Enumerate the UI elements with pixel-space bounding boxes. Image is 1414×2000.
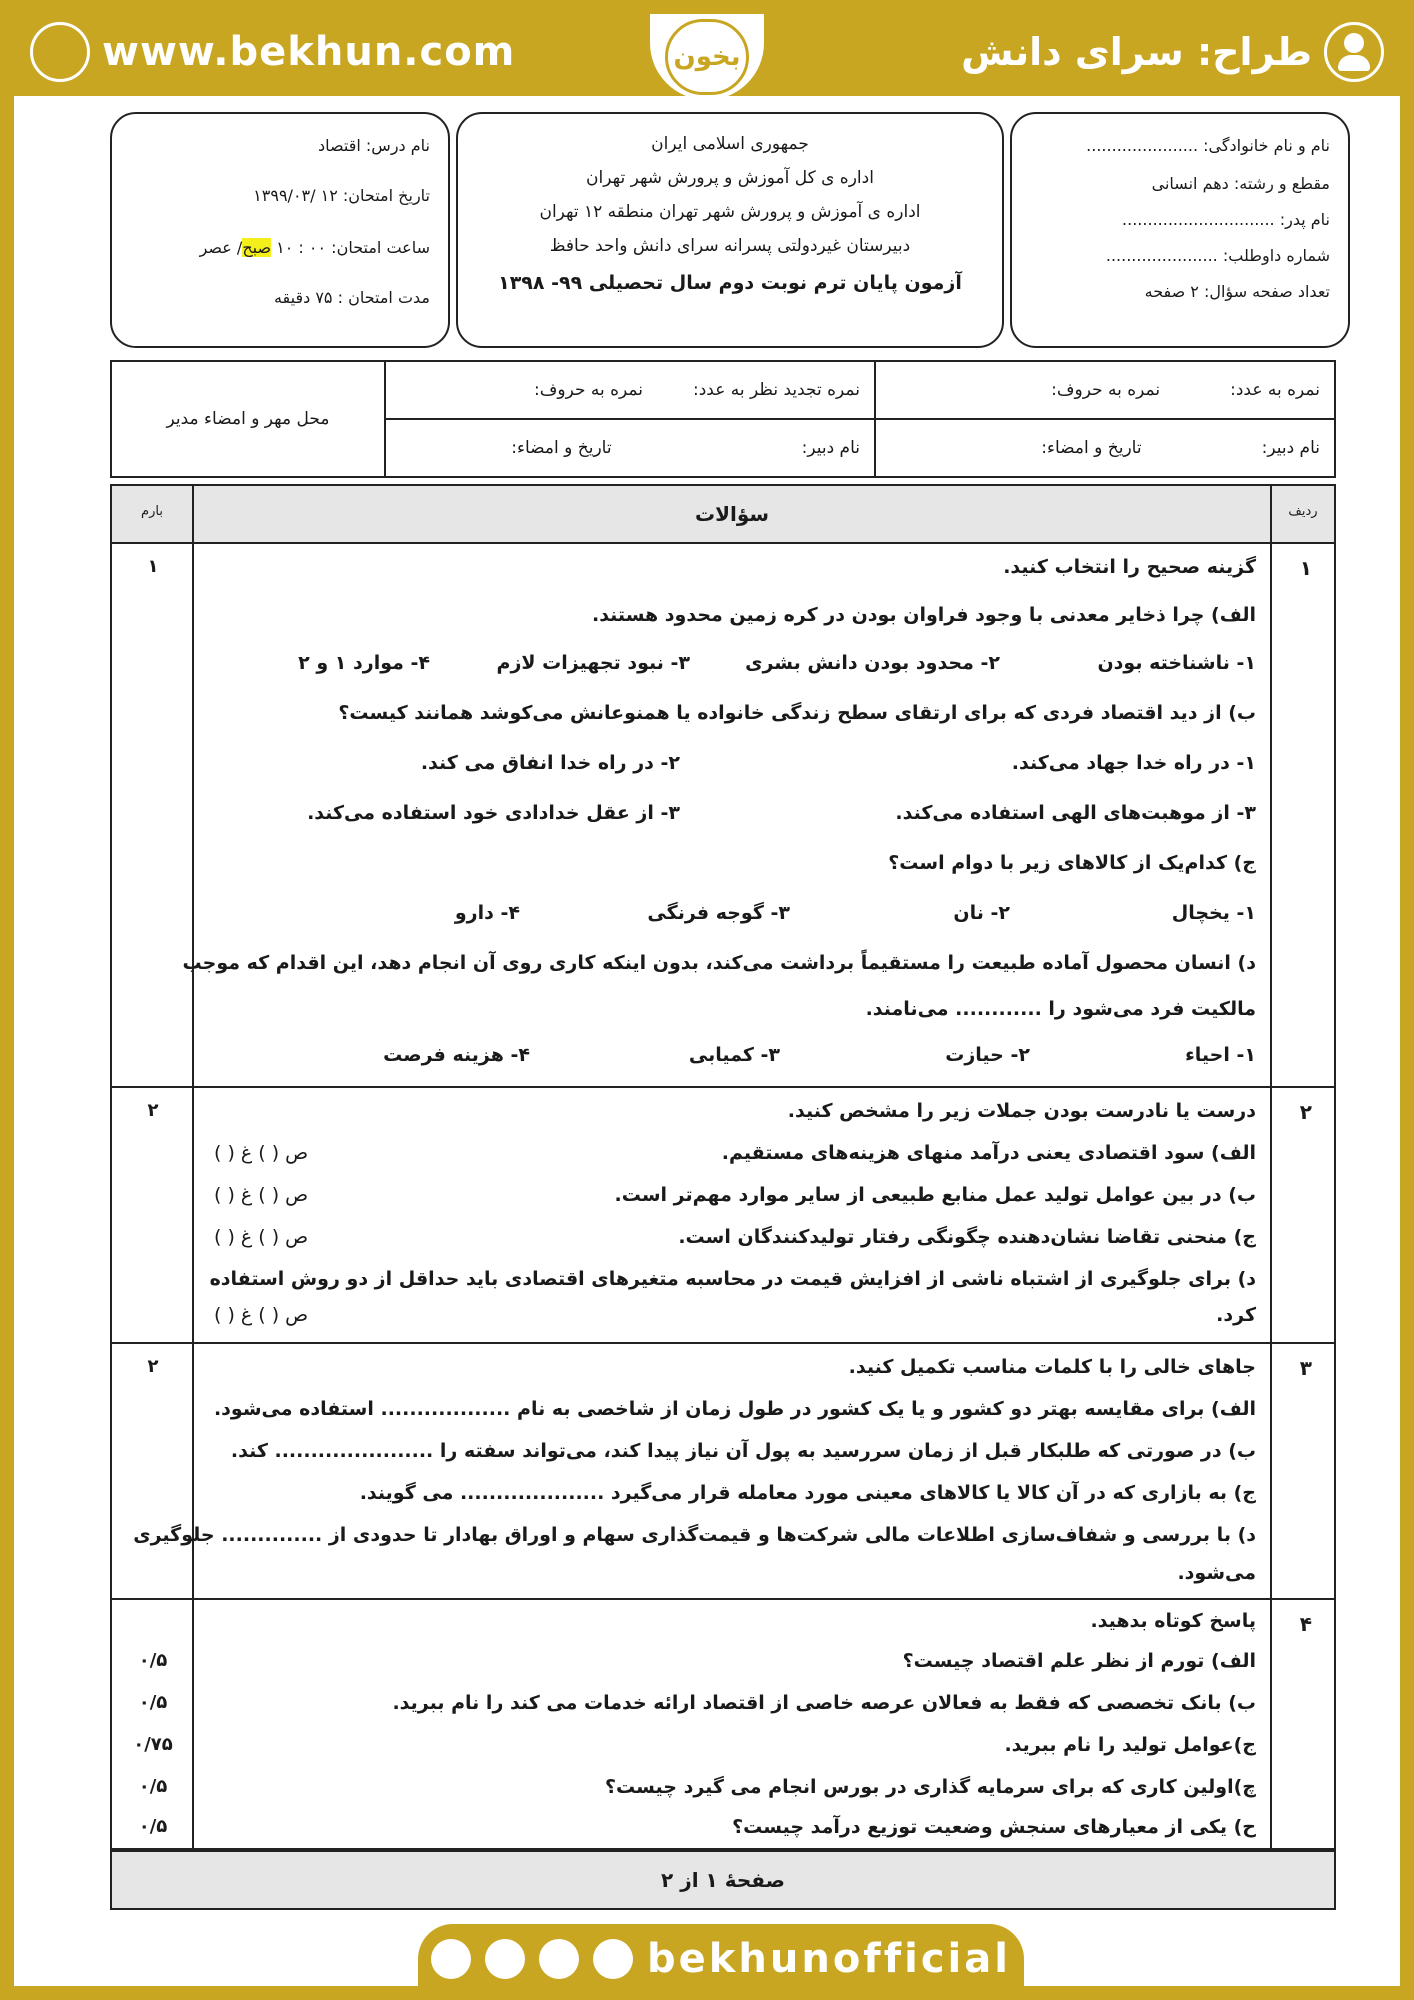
q1-d-opt4: ۴- هزینه فرصت (383, 1044, 530, 1066)
questions-header (110, 484, 1336, 544)
q1-d-opt3: ۳- کمیابی (688, 1044, 780, 1066)
question-2 (110, 1088, 1336, 1344)
question-score: ۲ (147, 1100, 159, 1121)
q4-e-score: ۰/۵ (138, 1816, 168, 1837)
question-number: ۳ (1299, 1356, 1312, 1380)
question-number: ۴ (1299, 1612, 1312, 1636)
exam-title: آزمون پایان ترم نوبت دوم سال تحصیلی ۹۹- ۱۳۹۸ (498, 272, 962, 294)
q3-b: ب) در صورتی که طلبکار قبل از زمان سررسید به پول آن نیاز پیدا کند، می‌تواند سفته را ...................... کند. (230, 1440, 1256, 1462)
page-number: صفحۀ ۱ از ۲ (110, 1850, 1336, 1910)
q4-c-score: ۰/۷۵ (133, 1734, 173, 1755)
q1-a-opt2: ۲- محدود بودن دانش بشری (745, 652, 1000, 674)
q2-c: ج) منحنی تقاضا نشان‌دهنده چگونگی رفتار تولیدکنندگان است. (678, 1226, 1256, 1248)
true-false-box[interactable]: ص ( ) غ ( ) (214, 1142, 309, 1164)
true-false-box[interactable]: ص ( ) غ ( ) (214, 1226, 309, 1248)
q1-c-opt1: ۱- یخچال (1171, 902, 1256, 924)
exam-date: تاریخ امتحان: ۱۲ /۱۳۹۹/۰۳ (253, 186, 430, 205)
youtube-icon[interactable] (485, 1939, 525, 1979)
q2-b: ب) در بین عوامل تولید عمل منابع طبیعی از سایر موارد مهم‌تر است. (614, 1184, 1256, 1206)
row-header: ردیف (1288, 504, 1318, 519)
exam-page (14, 14, 1400, 1986)
q1-a-opt1: ۱- ناشناخته بودن (1097, 652, 1256, 674)
question-title: پاسخ کوتاه بدهید. (1090, 1610, 1256, 1632)
q1-a: الف) چرا ذخایر معدنی با وجود فراوان بودن در کره زمین محدود هستند. (591, 604, 1256, 626)
q4-d-score: ۰/۵ (138, 1776, 168, 1797)
question-3 (110, 1344, 1336, 1600)
question-title: درست یا نادرست بودن جملات زیر را مشخص کنید. (787, 1100, 1256, 1122)
q1-c: ج) کدام‌یک از کالاهای زیر با دوام است؟ (888, 852, 1256, 874)
q1-d-opt1: ۱- احیاء (1185, 1044, 1256, 1066)
globe-icon (30, 22, 90, 82)
question-score: ۲ (147, 1356, 159, 1377)
q4-a-score: ۰/۵ (138, 1650, 168, 1671)
question-4 (110, 1600, 1336, 1850)
q3-a: الف) برای مقایسه بهتر دو کشور و یا یک کشور در طول زمان از شاخصی به نام .................. استفاده می‌شود. (213, 1398, 1256, 1420)
question-title: گزینه صحیح را انتخاب کنید. (1003, 556, 1256, 578)
instagram-icon[interactable] (593, 1939, 633, 1979)
candidate-number: شماره داوطلب: ...................... (1105, 246, 1330, 265)
review-grade-cell: نمره تجدید نظر به عدد:نمره به حروف: (385, 361, 875, 419)
student-name: نام و نام خانوادگی: ...................... (1086, 136, 1330, 155)
school-name: دبیرستان غیردولتی پسرانه سرای دانش واحد حافظ (549, 236, 911, 256)
q3-d: د) با بررسی و شفاف‌سازی اطلاعات مالی شرکت‌ها و قیمت‌گذاری سهام و اوراق بهادار تا حدودی از .............. جلوگیری (133, 1524, 1256, 1546)
q1-b: ب) از دید اقتصاد فردی که برای ارتقای سطح زندگی خانواده یا همنوعانش می‌کوشد همانند کیست؟ (338, 702, 1256, 724)
student-info-box (1010, 112, 1350, 348)
social-handle[interactable]: bekhunofficial (647, 1936, 1011, 1982)
education-office: اداره ی کل آموزش و پرورش شهر تهران (586, 168, 874, 188)
user-icon (1324, 22, 1384, 82)
site-link[interactable] (30, 24, 515, 80)
q1-b-opt2: ۲- در راه خدا انفاق می کند. (420, 752, 680, 774)
true-false-box[interactable]: ص ( ) غ ( ) (214, 1184, 309, 1206)
q1-d-opt2: ۲- حیازت (945, 1044, 1030, 1066)
grades-table (110, 360, 1336, 478)
q4-b: ب) بانک تخصصی که فقط به فعالان عرصه خاصی از اقتصاد ارائه خدمات می کند را نام ببرید. (392, 1692, 1256, 1714)
question-title: جاهای خالی را با کلمات مناسب تکمیل کنید. (848, 1356, 1256, 1378)
questions-title: سؤالات (694, 502, 770, 526)
aparat-icon[interactable] (431, 1939, 471, 1979)
q2-a: الف) سود اقتصادی یعنی درآمد منهای هزینه‌های مستقیم. (721, 1142, 1256, 1164)
subject-name: نام درس: اقتصاد (318, 136, 430, 155)
country-title: جمهوری اسلامی ایران (651, 134, 809, 154)
social-bar[interactable] (418, 1924, 1024, 1994)
q4-b-score: ۰/۵ (138, 1692, 168, 1713)
review-teacher-cell: نام دبیر:تاریخ و امضاء: (385, 419, 875, 477)
question-number: ۱ (1299, 556, 1312, 580)
score-header: بارم (141, 504, 163, 519)
question-score: ۱ (147, 556, 159, 577)
page-count: تعداد صفحه سؤال: ۲ صفحه (1144, 282, 1330, 301)
site-url[interactable]: www.bekhun.com (102, 29, 516, 75)
telegram-icon[interactable] (539, 1939, 579, 1979)
district-office: اداره ی آموزش و پرورش شهر تهران منطقه ۱۲ تهران (539, 202, 921, 222)
q2-d: د) برای جلوگیری از اشتباه ناشی از افزایش قیمت در محاسبه متغیرهای اقتصادی باید حداقل از دو روش استفاده (209, 1268, 1256, 1290)
q1-d-cont: مالکیت فرد می‌شود را ............ می‌نامند. (865, 998, 1256, 1020)
q1-a-opt3: ۳- نبود تجهیزات لازم (496, 652, 690, 674)
exam-duration: مدت امتحان : ۷۵ دقیقه (273, 288, 430, 307)
q1-d: د) انسان محصول آماده طبیعت را مستقیماً برداشت می‌کند، بدون اینکه کاری روی آن انجام دهد، این اقدام که موجب (182, 952, 1256, 974)
principal-seal: محل مهر و امضاء مدیر (111, 361, 385, 477)
q1-b-opt3: ۳- از موهبت‌های الهی استفاده می‌کند. (895, 802, 1256, 824)
bekhun-logo: بخون (665, 19, 749, 95)
student-grade: مقطع و رشته: دهم انسانی (1151, 174, 1330, 193)
exam-time: ساعت امتحان: ۰۰ : ۱۰ صبح/ عصر (199, 238, 430, 257)
school-info-box (456, 112, 1004, 348)
q1-b-opt1: ۱- در راه خدا جهاد می‌کند. (1011, 752, 1256, 774)
q2-d-cont: کرد. (1216, 1304, 1256, 1326)
true-false-box[interactable]: ص ( ) غ ( ) (214, 1304, 309, 1326)
q4-a: الف) تورم از نظر علم اقتصاد چیست؟ (902, 1650, 1256, 1672)
q1-c-opt3: ۳- گوجه فرنگی (647, 902, 790, 924)
q1-a-opt4: ۴- موارد ۱ و ۲ (298, 652, 430, 674)
q4-d: چ)اولین کاری که برای سرمایه گذاری در بورس انجام می گیرد چیست؟ (605, 1776, 1256, 1798)
question-number: ۲ (1299, 1100, 1312, 1124)
father-name: نام پدر: .............................. (1122, 210, 1330, 229)
designer-label: طراح: سرای دانش (961, 24, 1384, 80)
grade-cell: نمره به عدد:نمره به حروف: (875, 361, 1335, 419)
exam-info-box (110, 112, 450, 348)
q1-c-opt2: ۲- نان (953, 902, 1010, 924)
q1-b-opt4: ۳- از عقل خدادادی خود استفاده می‌کند. (307, 802, 680, 824)
q3-d-cont: می‌شود. (1177, 1562, 1256, 1584)
q4-e: ح) یکی از معیارهای سنجش وضعیت توزیع درآمد چیست؟ (732, 1816, 1256, 1838)
q4-c: ج)عوامل تولید را نام ببرید. (1004, 1734, 1256, 1756)
question-1 (110, 544, 1336, 1088)
q1-c-opt4: ۴- دارو (454, 902, 520, 924)
teacher-cell: نام دبیر:تاریخ و امضاء: (875, 419, 1335, 477)
q3-c: ج) به بازاری که در آن کالا یا کالاهای معینی مورد معامله قرار می‌گیرد .................... می گویند. (359, 1482, 1256, 1504)
